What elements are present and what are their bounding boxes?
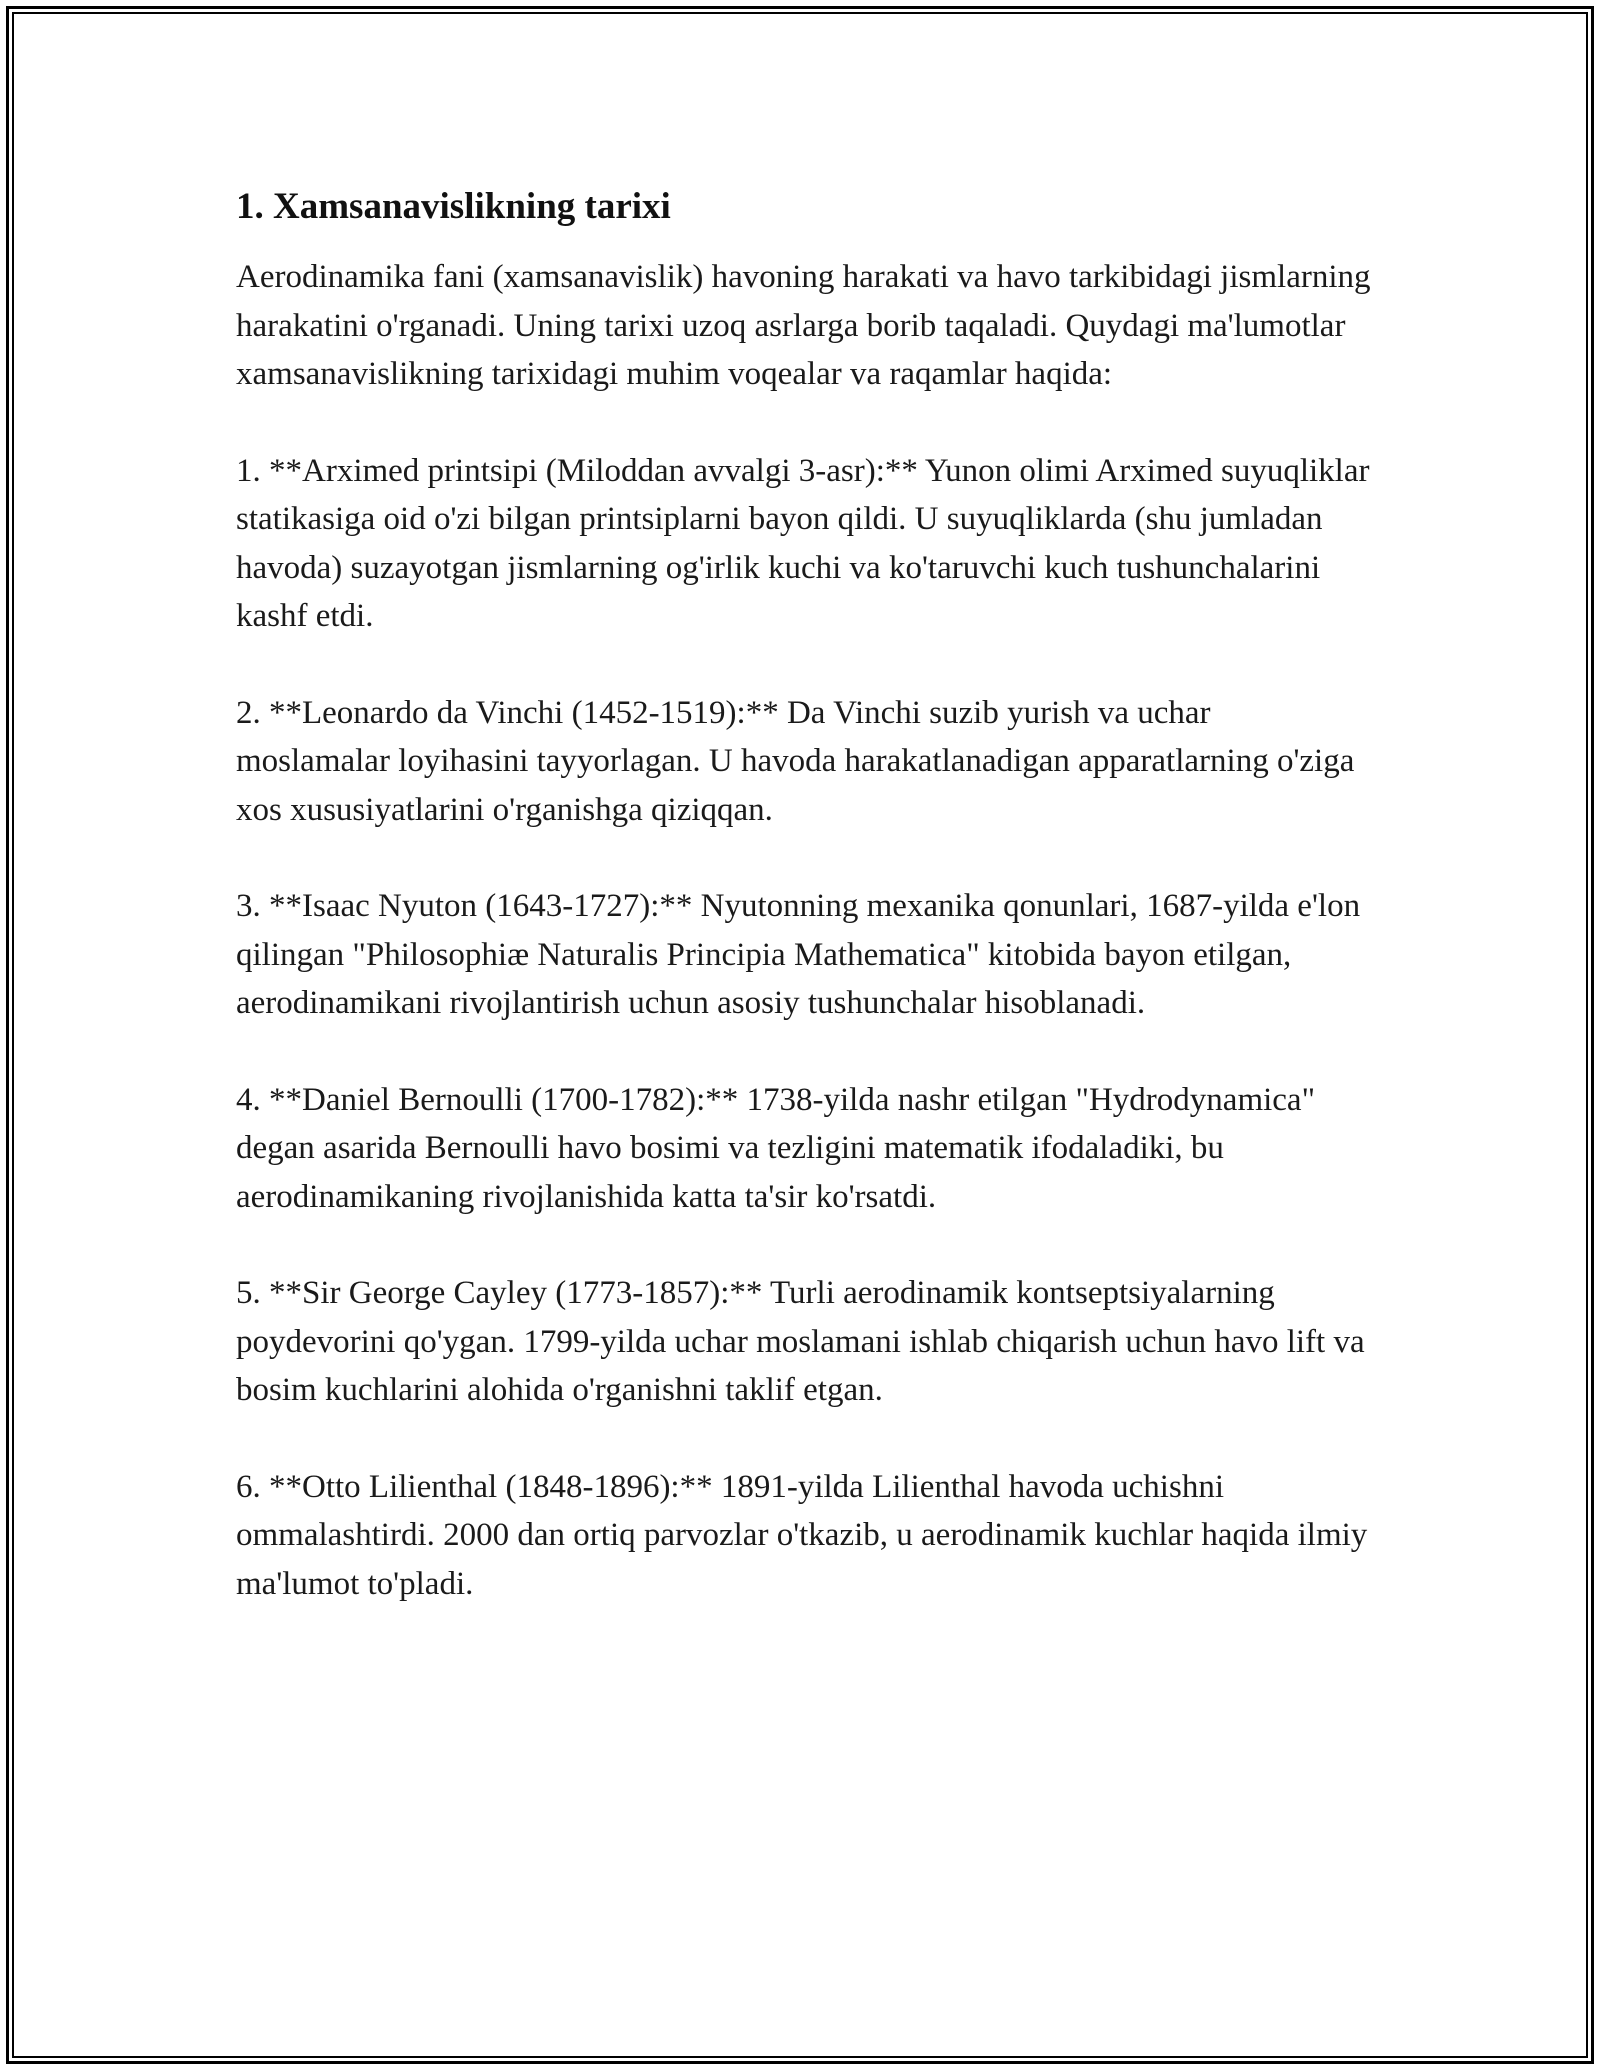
list-item-newton: 3. **Isaac Nyuton (1643-1727):** Nyutonning mexanika qonunlari, 1687-yilda e'lon qilingan "Philosophiæ Naturalis Principia Mathematica" kitobida bayon etilgan, aerodinamikani rivojlantirish uchun asosiy tushunchalar hisoblanadi. — [236, 888, 1361, 1021]
list-item-bernoulli: 4. **Daniel Bernoulli (1700-1782):** 1738-yilda nashr etilgan "Hydrodynamica" degan asarida Bernoulli havo bosimi va tezligini matematik ifodaladiki, bu aerodinamikaning rivojlanishida katta ta'sir ko'rsatdi. — [236, 1081, 1316, 1215]
document-title: 1. Xamsanavislikning tarixi — [236, 186, 671, 227]
list-item-cayley: 5. **Sir George Cayley (1773-1857):** Turli aerodinamik kontseptsiyalarning poydevorini qo'ygan. 1799-yilda uchar moslamani ishlab chiqarish uchun havo lift va bosim kuchlarini alohida o'rganishni taklif etgan. — [236, 1275, 1365, 1408]
list-item-lilienthal: 6. **Otto Lilienthal (1848-1896):** 1891-yilda Lilienthal havoda uchishni ommalashtirdi. 2000 dan ortiq parvozlar o'tkazib, u aerodinamik kuchlar haqida ilmiy ma'lumot to'pladi. — [236, 1468, 1368, 1602]
intro-paragraph: Aerodinamika fani (xamsanavislik) havoning harakati va havo tarkibidagi jismlarning harakatini o'rganadi. Uning tarixi uzoq asrlarga borib taqaladi. Quydagi ma'lumotlar xamsanavislikning tarixidagi muhim voqealar va raqamlar haqida: — [236, 259, 1371, 392]
list-item-da-vinci: 2. **Leonardo da Vinchi (1452-1519):** Da Vinchi suzib yurish va uchar moslamalar loyihasini tayyorlagan. U havoda harakatlanadigan apparatlarning o'ziga xos xususiyatlarini o'rganishga qiziqqan. — [236, 694, 1355, 828]
list-item-archimedes: 1. **Arximed printsipi (Miloddan avvalgi 3-asr):** Yunon olimi Arximed suyuqliklar statikasiga oid o'zi bilgan printsiplarni bayon qildi. U suyuqliklarda (shu jumladan havoda) suzayotgan jismlarning og'irlik kuchi va ko'taruvchi kuch tushunchalarini kashf etdi. — [236, 452, 1370, 634]
document-body — [236, 183, 1371, 1656]
